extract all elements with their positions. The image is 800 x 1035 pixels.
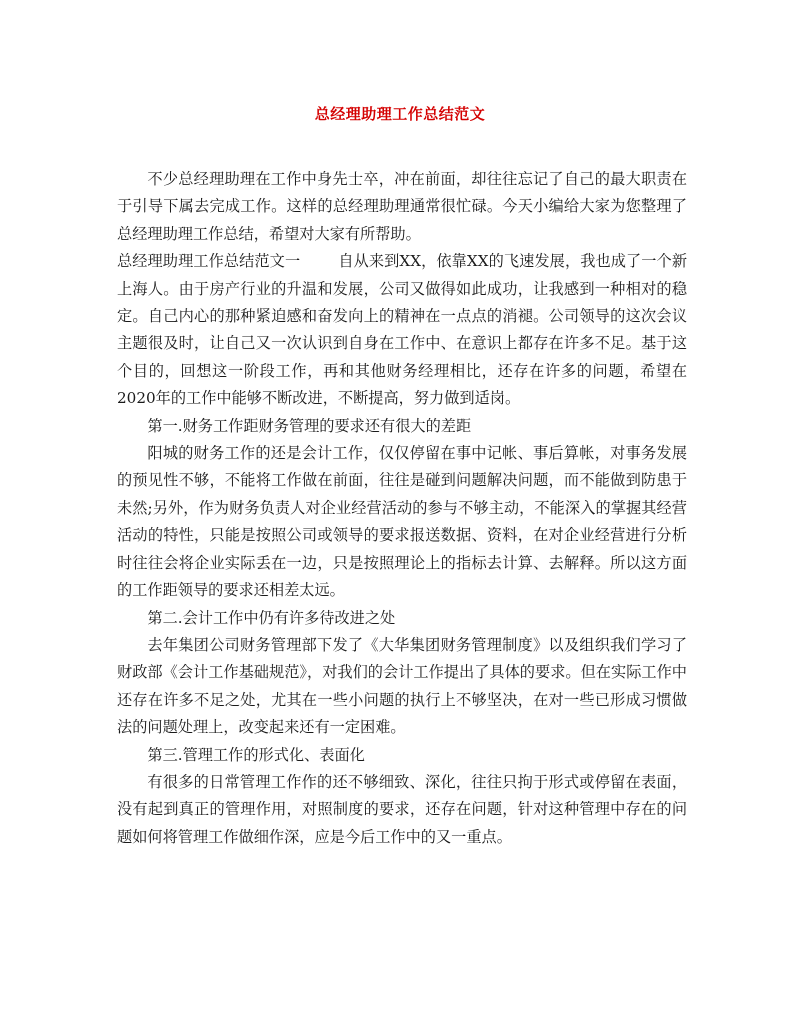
document-title: 总经理助理工作总结范文 (314, 105, 486, 123)
heading-first: 第一.财务工作距财务管理的要求还有很大的差距 (147, 416, 472, 435)
intro-paragraph: 不少总经理助理在工作中身先士卒，冲在前面，却往往忘记了自己的最大职责在于引导下属去完成工作。这样的总经理助理通常很忙碌。今天小编给大家为您整理了总经理助理工作总结，希望对大家有所帮助。 (117, 170, 687, 243)
paragraph-first: 阳城的财务工作的还是会计工作，仅仅停留在事中记帐、事后算帐，对事务发展的预见性不够，不能将工作做在前面，往往是碰到问题解决问题，而不能做到防患于未然;另外，作为财务负责人对企业经营活动的参与不够主动，不能深入的掌握其经营活动的特性，只能是按照公司或领导的要求报送数据、资料，在对企业经营进行分析时往往会将企业实际丢在一边，只是按照理论上的指标去计算、去解释。所以这方面的工作距领导的要求还相差太远。 (117, 444, 687, 600)
heading-second: 第二.会计工作中仍有许多待改进之处 (147, 608, 396, 627)
paragraph-third: 有很多的日常管理工作作的还不够细致、深化，往往只拘于形式或停留在表面，没有起到真正的管理作用，对照制度的要求，还存在问题，针对这种管理中存在的问题如何将管理工作做细作深，应是今后工作中的又一重点。 (117, 772, 687, 846)
paragraph-second: 去年集团公司财务管理部下发了《大华集团财务管理制度》以及组织我们学习了财政部《会计工作基础规范》，对我们的会计工作提出了具体的要求。但在实际工作中还存在许多不足之处，尤其在一些小问题的执行上不够坚决，在对一些已形成习惯做法的问题处理上，改变起来还有一定困难。 (117, 635, 687, 737)
section-text: 自从来到XX，依靠XX的飞速发展，我也成了一个新上海人。由于房产行业的升温和发展，公司又做得如此成功，让我感到一种相对的稳定。自己内心的那种紧迫感和奋发向上的精神在一点点的消褪。公司领导的这次会议主题很及时，让自己又一次认识到自身在工作中、在意识上都存在许多不足。基于这个目的，回想这一阶段工作，再和其他财务经理相比，还存在许多的问题，希望在2020年的工作中能够不断改进，不断提高，努力做到适岗。 (117, 252, 688, 408)
document-body (117, 166, 687, 851)
section-label: 总经理助理工作总结范文一 (117, 252, 301, 271)
heading-third: 第三.管理工作的形式化、表面化 (147, 745, 365, 764)
section-paragraph (117, 248, 687, 412)
